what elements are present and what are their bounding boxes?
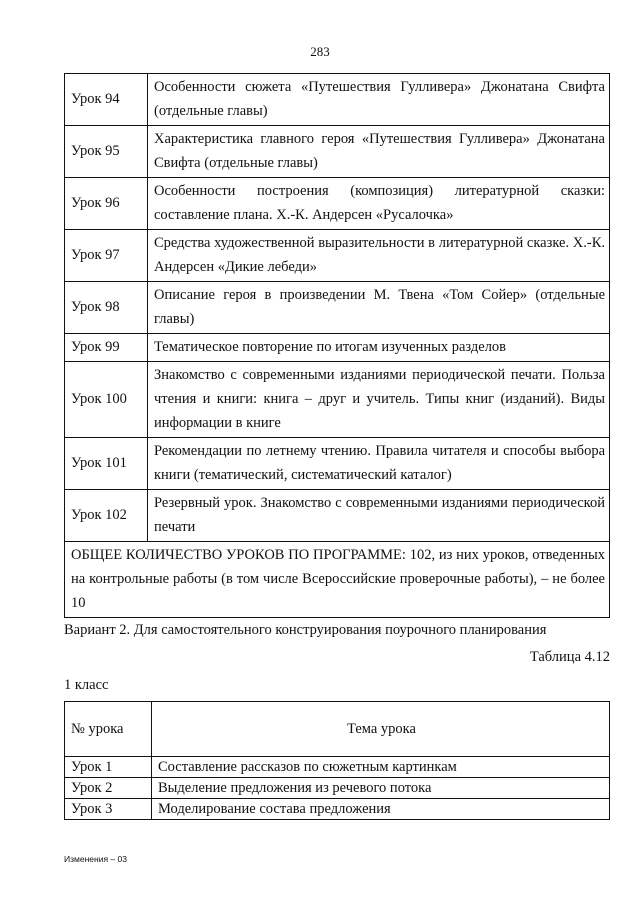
lesson-theme: Выделение предложения из речевого потока xyxy=(152,778,610,799)
table-row xyxy=(65,490,610,542)
lessons-table xyxy=(64,73,610,618)
column-header-lesson-number: № урока xyxy=(65,702,152,757)
footer-revision: Изменения – 03 xyxy=(64,854,127,864)
table-row xyxy=(65,362,610,438)
table-row xyxy=(65,230,610,282)
page-number: 283 xyxy=(310,44,330,59)
table-row xyxy=(65,282,610,334)
lesson-topic: Рекомендации по летнему чтению. Правила читателя и способы выбора книги (тематический, систематический каталог) xyxy=(148,438,610,490)
total-row xyxy=(65,542,610,618)
table-label: Таблица 4.12 xyxy=(529,649,610,665)
lesson-number: Урок 98 xyxy=(65,282,148,334)
table-row xyxy=(65,178,610,230)
lesson-theme: Моделирование состава предложения xyxy=(152,799,610,820)
lesson-topic: Резервный урок. Знакомство с современными изданиями периодической печати xyxy=(148,490,610,542)
variant-heading: Вариант 2. Для самостоятельного конструирования поурочного планирования xyxy=(64,622,547,638)
lesson-topic: Характеристика главного героя «Путешествия Гулливера» Джонатана Свифта (отдельные главы) xyxy=(148,126,610,178)
lesson-number: Урок 100 xyxy=(65,362,148,438)
lesson-topic: Знакомство с современными изданиями периодической печати. Польза чтения и книги: книга – друг и учитель. Типы книг (изданий). Виды информации в книге xyxy=(148,362,610,438)
lesson-topic: Особенности сюжета «Путешествия Гулливера» Джонатана Свифта (отдельные главы) xyxy=(148,74,610,126)
table-row xyxy=(65,778,610,799)
lesson-number: Урок 96 xyxy=(65,178,148,230)
lesson-topic: Описание героя в произведении М. Твена «Том Сойер» (отдельные главы) xyxy=(148,282,610,334)
lesson-theme: Составление рассказов по сюжетным картинкам xyxy=(152,757,610,778)
table-header-row xyxy=(65,702,610,757)
lesson-number: Урок 101 xyxy=(65,438,148,490)
lesson-number: Урок 3 xyxy=(65,799,152,820)
total-lessons-note: ОБЩЕЕ КОЛИЧЕСТВО УРОКОВ ПО ПРОГРАММЕ: 102, из них уроков, отведенных на контрольные работы (в том числе Всероссийские проверочные работы), – не более 10 xyxy=(65,542,610,618)
grade-heading: 1 класс xyxy=(64,677,109,693)
column-header-theme: Тема урока xyxy=(152,702,610,757)
lesson-number: Урок 99 xyxy=(65,334,148,362)
lesson-number: Урок 1 xyxy=(65,757,152,778)
lesson-topic: Средства художественной выразительности в литературной сказке. Х.-К. Андерсен «Дикие лебеди» xyxy=(148,230,610,282)
table-row xyxy=(65,799,610,820)
table-row xyxy=(65,74,610,126)
lesson-topic: Тематическое повторение по итогам изученных разделов xyxy=(148,334,610,362)
table-row xyxy=(65,126,610,178)
lesson-number: Урок 94 xyxy=(65,74,148,126)
table-row xyxy=(65,438,610,490)
lesson-number: Урок 95 xyxy=(65,126,148,178)
lesson-number: Урок 97 xyxy=(65,230,148,282)
lesson-number: Урок 2 xyxy=(65,778,152,799)
plan-table xyxy=(64,701,610,820)
table-row xyxy=(65,334,610,362)
table-row xyxy=(65,757,610,778)
lesson-number: Урок 102 xyxy=(65,490,148,542)
lesson-topic: Особенности построения (композиция) литературной сказки: составление плана. Х.-К. Андерсен «Русалочка» xyxy=(148,178,610,230)
